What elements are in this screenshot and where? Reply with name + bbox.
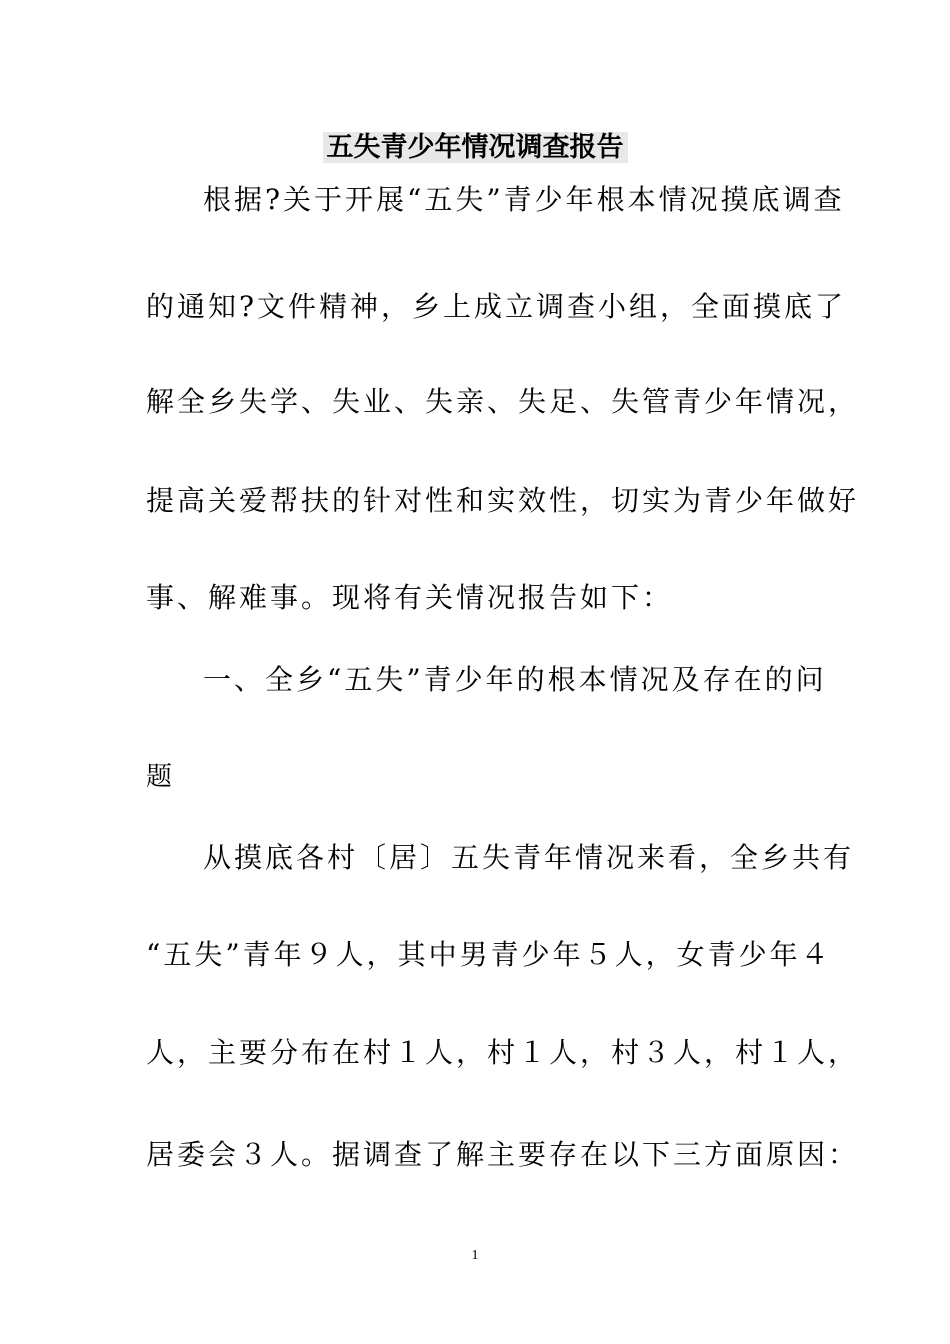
paragraph-line: 的通知?文件精神，乡上成立调查小组，全面摸底了 <box>146 290 847 323</box>
document-title-text: 五失青少年情况调查报告 <box>323 132 628 163</box>
paragraph-line: 人，主要分布在村１人，村１人，村３人，村１人， <box>146 1036 860 1069</box>
page-number: 1 <box>471 1248 479 1263</box>
document-title <box>0 128 950 168</box>
section-heading-line: 题 <box>146 762 176 792</box>
paragraph-line: 从摸底各村〔居〕五失青年情况来看，全乡共有 <box>203 841 855 874</box>
paragraph-line: 事、解难事。现将有关情况报告如下： <box>146 581 674 614</box>
paragraph-line: 解全乡失学、失业、失亲、失足、失管青少年情况， <box>146 385 860 418</box>
paragraph-line: 居委会３人。据调查了解主要存在以下三方面原因： <box>146 1138 860 1171</box>
paragraph-line: “五失”青年９人，其中男青少年５人，女青少年４ <box>146 938 832 971</box>
section-heading-line: 一、全乡“五失”青少年的根本情况及存在的问 <box>203 663 827 696</box>
paragraph-line: 提高关爱帮扶的针对性和实效性，切实为青少年做好 <box>146 484 860 517</box>
paragraph-line: 根据?关于开展“五失”青少年根本情况摸底调查 <box>203 183 845 216</box>
